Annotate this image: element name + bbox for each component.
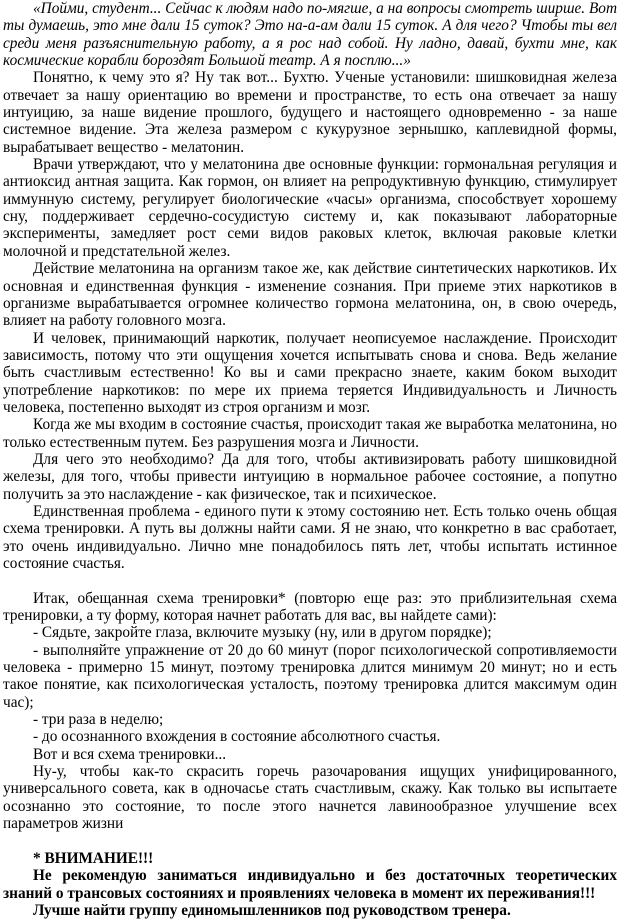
- body-paragraph: Единственная проблема - единого пути к этому состоянию нет. Есть только очень общая схема тренировки. А путь вы должны найти сами. Я не знаю, что конкретно в вас сработает, это очень индивидуально. Лично мне понадобилось пять лет, чтобы испытать истинное состояние счастья.: [3, 502, 617, 572]
- spacer: [3, 833, 617, 850]
- warning-text: Не рекомендую заниматься индивидуально и без достаточных теоретических знаний о трансовых состояниях и проявлениях человека в момент их переживания!!!: [3, 867, 617, 902]
- scheme-step: - Сядьте, закройте глаза, включите музыку (ну, или в другом порядке);: [33, 624, 492, 642]
- body-paragraph: Когда же мы входим в состояние счастья, происходит такая же выработка мелатонина, но только естественным путем. Без разрушения мозга и Личности.: [3, 416, 617, 451]
- spacer: [3, 572, 617, 589]
- warning-advice: Лучше найти группу единомышленников под руководством тренера.: [33, 901, 511, 919]
- body-paragraph: Врачи утверждают, что у мелатонина две основные функции: гормональная регуляция и антиоксид антная защита. Как гормон, он влияет на репродуктивную функцию, стимулирует иммунную систему, регулирует биологические «часы» организма, способствует хорошему сну, поддерживает сердечно-сосудистую систему и, как показывают лабораторные эксперименты, замедляет рост семи видов раковых клеток, включая раковые клетки молочной и предстательной желез.: [3, 156, 617, 260]
- closing-paragraph: Ну-у, чтобы как-то скрасить горечь разочарования ищущих унифицированного, универсального совета, как в одночасье стать счастливым, скажу. Как только вы испытаете осознанно это состояние, то после этого начнется лавинообразное улучшение всех параметров жизни: [3, 763, 617, 833]
- body-paragraph: Понятно, к чему это я? Ну так вот... Бухтю. Ученые установили: шишковидная железа отвечает за нашу ориентацию во времени и пространстве, то есть она отвечает за нашу интуицию, за наше видение прошлого, будущего и настоящего одновременно - за наше системное видение. Эта железа размером с кукурузное зернышко, каплевидной формы, вырабатывает вещество - мелатонин.: [3, 69, 617, 156]
- scheme-step: Вот и вся схема тренировки...: [33, 745, 227, 763]
- body-paragraph: Для чего это необходимо? Да для того, чтобы активизировать работу шишковидной железы, для того, чтобы привести интуицию в нормальное рабочее состояние, а попутно получить за это наслаждение - как физическое, так и психическое.: [3, 450, 617, 503]
- warning-title: * ВНИМАНИЕ!!!: [33, 849, 154, 867]
- quote-paragraph: «Пойми, студент... Сейчас к людям надо по-мягше, а на вопросы смотреть ширше. Вот ты думаешь, это мне дали 15 суток? Это на-а-ам дали 15 суток. А для чего? Чтобы ты вел среди меня разъяснительную работу, а я рос над собой. Ну ладно, давай, бухти мне, как космические корабли бороздят Большой театр. А я посплю...»: [3, 0, 617, 70]
- scheme-step: - выполняйте упражнение от 20 до 60 минут (порог психологической сопротивляемости человека - примерно 15 минут, поэтому тренировка длится минимум 20 минут; но и есть такое понятие, как психологическая усталость, поэтому тренировка длится максимум один час);: [3, 641, 617, 711]
- body-paragraph: И человек, принимающий наркотик, получает неописуемое наслаждение. Происходит зависимость, потому что эти ощущения хочется испытывать снова и снова. Ведь желание быть счастливым естественно! Ко вы и сами прекрасно знаете, каким боком выходит употребление наркотиков: по мере их приема теряется Индивидуальность и Личность человека, постепенно выходят из строя организм и мозг.: [3, 329, 617, 416]
- scheme-intro: Итак, обещанная схема тренировки* (повторю еще раз: это приблизительная схема тренировки, а ту форму, которая начнет работать для вас, вы найдете сами):: [3, 589, 617, 625]
- scheme-step: - до осознанного вхождения в состояние абсолютного счастья.: [33, 728, 441, 746]
- body-paragraph: Действие мелатонина на организм такое же, как действие синтетических наркотиков. Их основная и единственная функция - изменение сознания. При приеме этих наркотиков в организме вырабатывается огромнее количество гормона мелатонина, он, в свою очередь, влияет на работу головного мозга.: [3, 260, 617, 330]
- scheme-step: - три раза в неделю;: [33, 711, 164, 729]
